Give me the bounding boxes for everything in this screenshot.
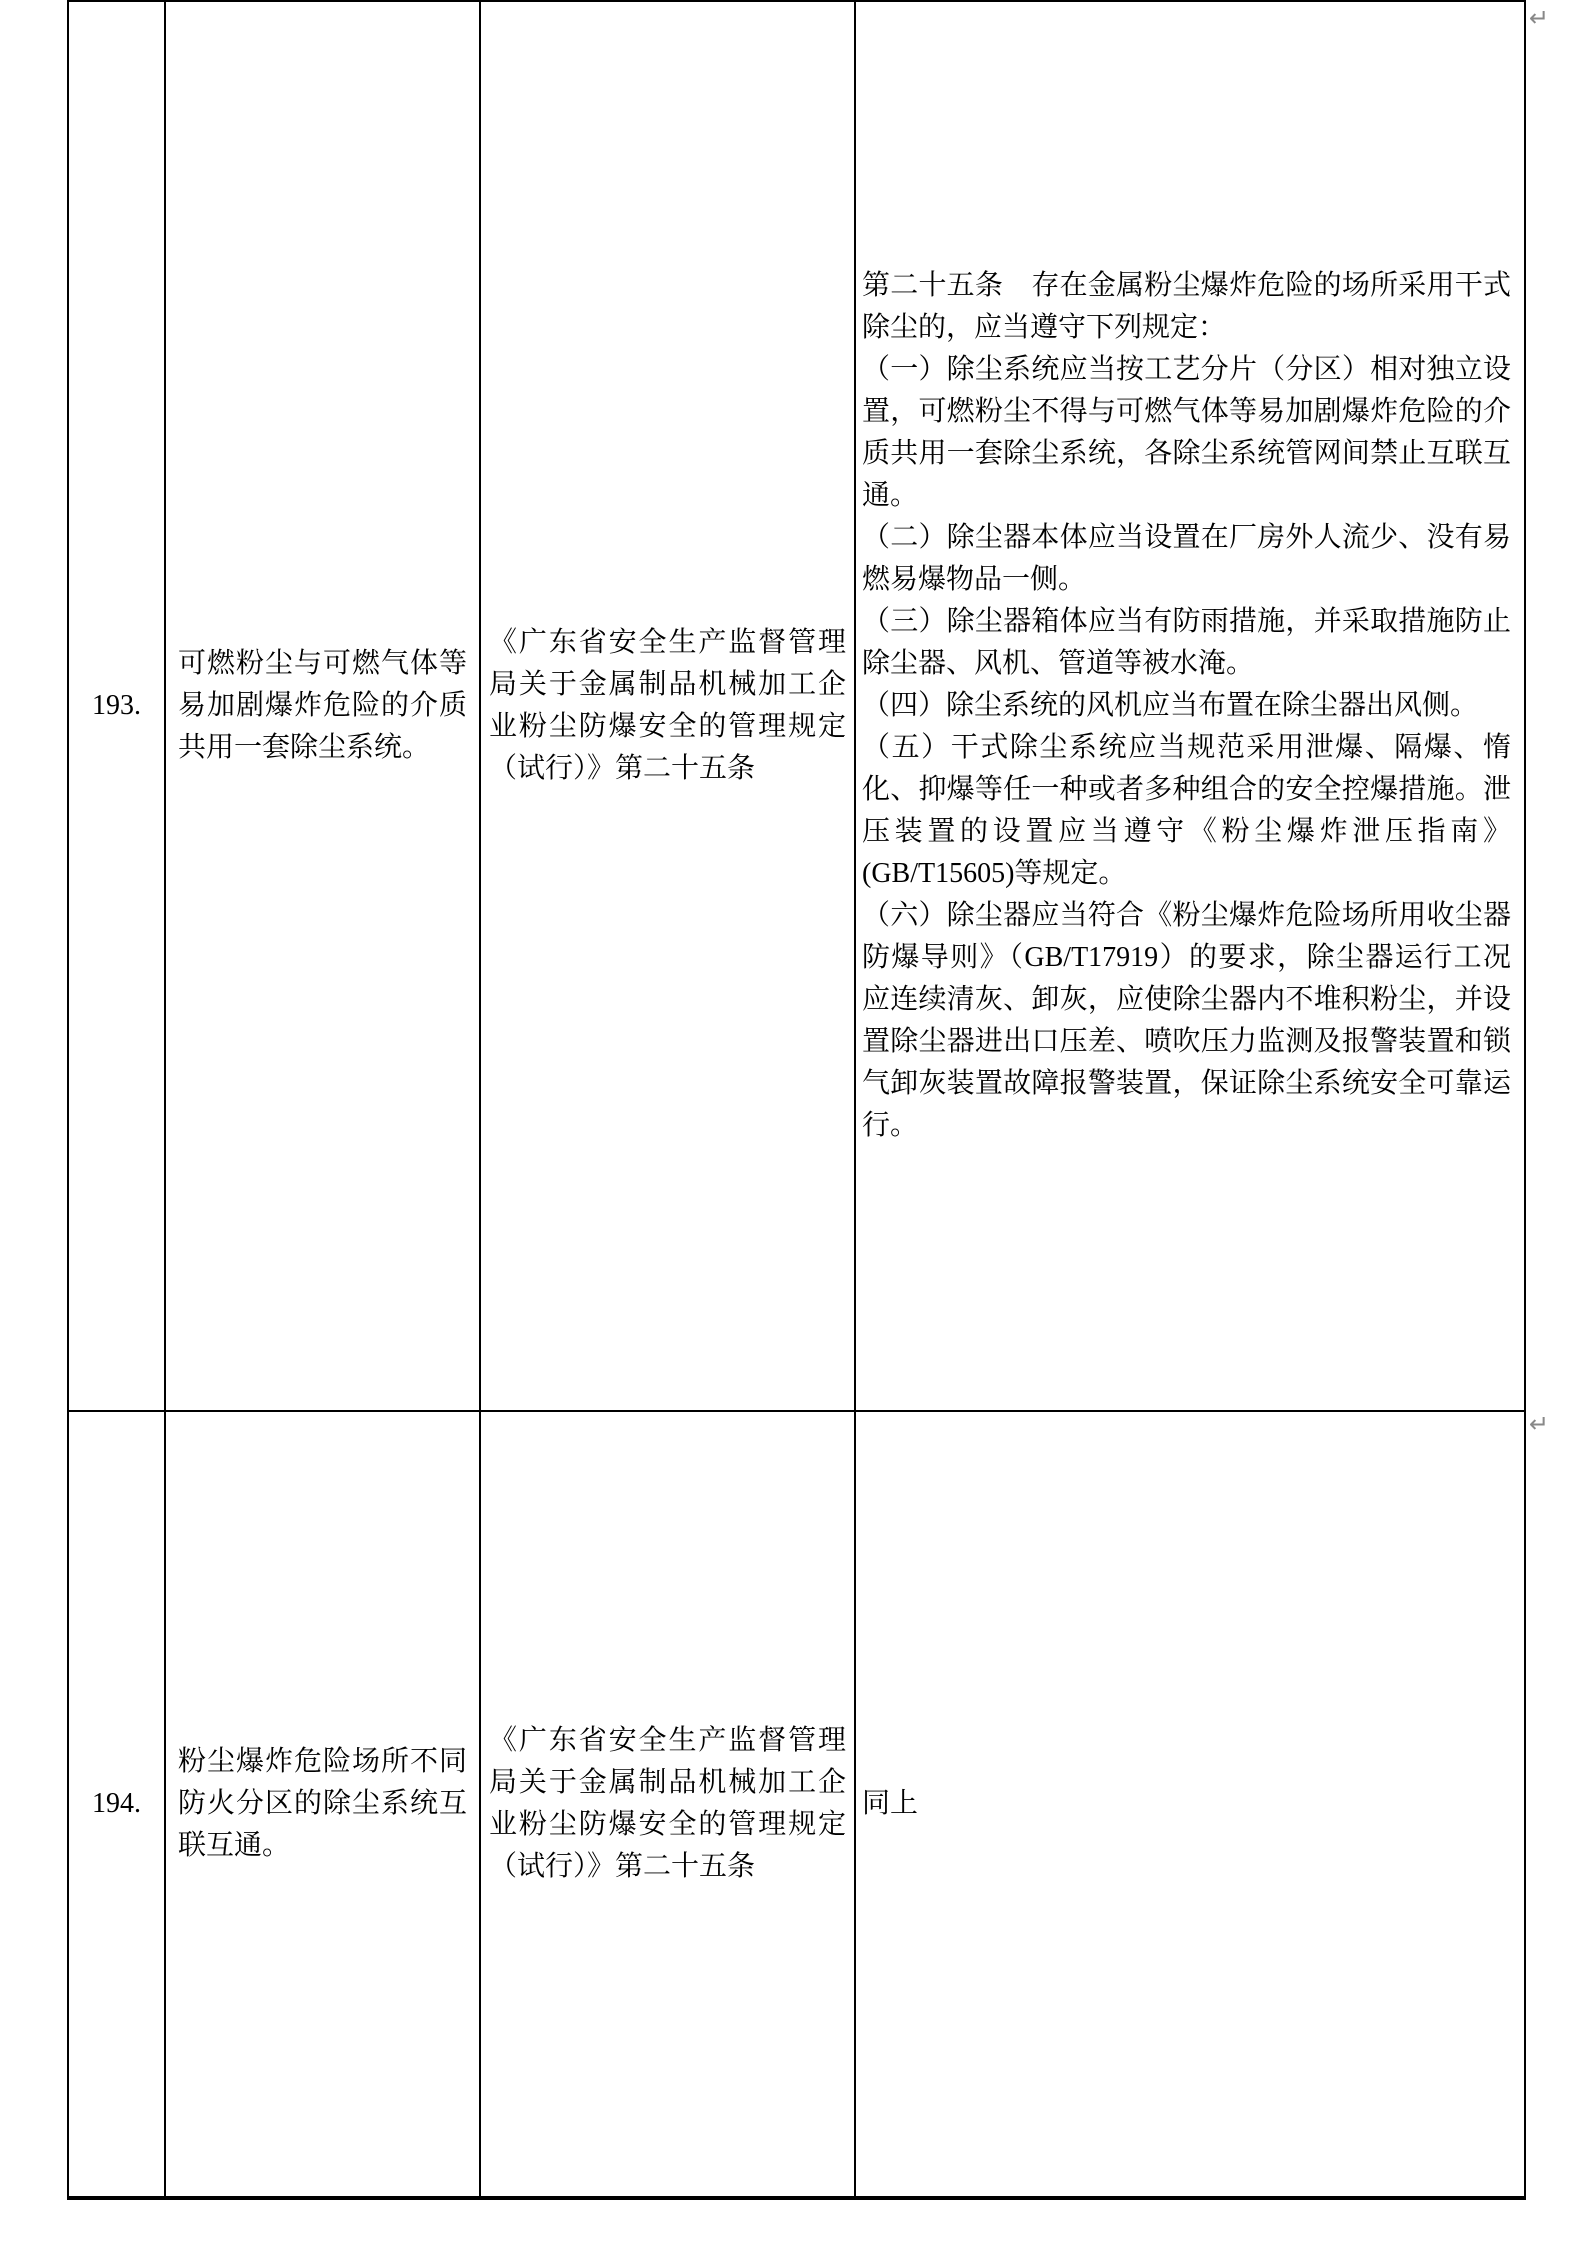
regulatory-basis: 《广东省安全生产监督管理局关于金属制品机械加工企业粉尘防爆安全的管理规定（试行）》第二十五条: [489, 627, 846, 784]
row-number-cell: [69, 1412, 166, 2196]
regulatory-basis-cell: [481, 2, 856, 1410]
hazard-description-cell: [166, 1412, 481, 2196]
hazard-description: 可燃粉尘与可燃气体等易加剧爆炸危险的介质共用一套除尘系统。: [178, 648, 467, 763]
paragraph-return-mark-icon: ↵: [1529, 1410, 1550, 1438]
provision-paragraph: 第二十五条 存在金属粉尘爆炸危险的场所采用干式除尘的，应当遵守下列规定：: [862, 270, 1511, 343]
provision-paragraph: （四）除尘系统的风机应当布置在除尘器出风侧。: [862, 690, 1479, 721]
hazard-description-cell: [166, 2, 481, 1410]
provision-paragraph: （三）除尘器箱体应当有防雨措施，并采取措施防止除尘器、风机、管道等被水淹。: [862, 606, 1511, 679]
provision-paragraphs: [862, 1783, 1511, 1825]
provision-paragraph: 同上: [862, 1788, 919, 1819]
paragraph-return-mark-icon: ↵: [1529, 4, 1550, 32]
provision-text-cell: [856, 1412, 1524, 2196]
provision-paragraph: （二）除尘器本体应当设置在厂房外人流少、没有易燃易爆物品一侧。: [862, 522, 1511, 595]
provision-paragraph: （六）除尘器应当符合《粉尘爆炸危险场所用收尘器防爆导则》（GB/T17919）的要求，除尘器运行工况应连续清灰、卸灰，应使除尘器内不堆积粉尘，并设置除尘器进出口压差、喷吹压力监测及报警装置和锁气卸灰装置故障报警装置，保证除尘系统安全可靠运行。: [862, 900, 1511, 1141]
row-number: 193.: [92, 690, 141, 721]
table-row-193: [69, 2, 1524, 1412]
row-number-cell: [69, 2, 166, 1410]
provision-paragraph: （五）干式除尘系统应当规范采用泄爆、隔爆、惰化、抑爆等任一种或者多种组合的安全控爆措施。泄压装置的设置应当遵守《粉尘爆炸泄压指南》(GB/T15605)等规定。: [862, 732, 1511, 889]
regulation-checklist-table: [67, 0, 1526, 2200]
row-number: 194.: [92, 1788, 141, 1819]
hazard-description: 粉尘爆炸危险场所不同防火分区的除尘系统互联互通。: [178, 1746, 467, 1861]
regulatory-basis: 《广东省安全生产监督管理局关于金属制品机械加工企业粉尘防爆安全的管理规定（试行）》第二十五条: [489, 1725, 846, 1882]
table-row-194: [69, 1412, 1524, 2196]
regulatory-basis-cell: [481, 1412, 856, 2196]
provision-paragraphs: [862, 265, 1511, 1147]
provision-paragraph: （一）除尘系统应当按工艺分片（分区）相对独立设置，可燃粉尘不得与可燃气体等易加剧爆炸危险的介质共用一套除尘系统，各除尘系统管网间禁止互联互通。: [862, 354, 1511, 511]
provision-text-cell: [856, 2, 1524, 1410]
